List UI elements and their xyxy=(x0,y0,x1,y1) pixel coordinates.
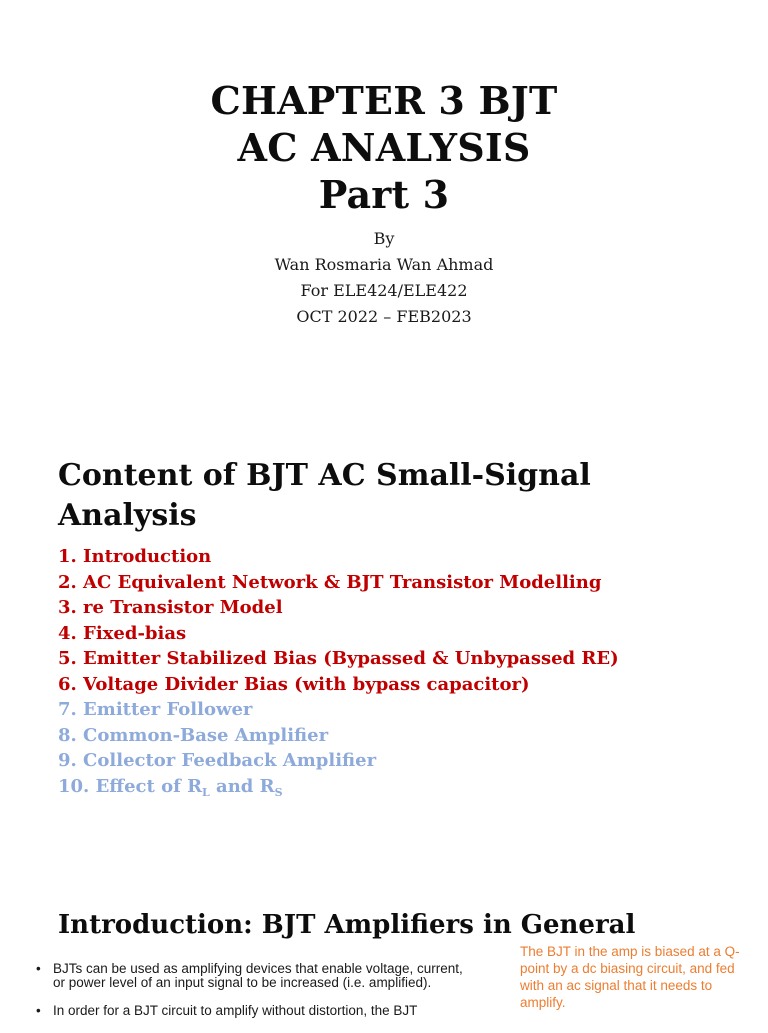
contents-list xyxy=(58,544,619,799)
title-line-3: Part 3 xyxy=(318,172,450,217)
session-dates: OCT 2022 – FEB2023 xyxy=(296,307,472,326)
bullet-item-1 xyxy=(36,962,476,989)
subscript-l: L xyxy=(202,785,210,799)
contents-item-3: 3. re Transistor Model xyxy=(58,597,283,618)
contents-item-2: 2. AC Equivalent Network & BJT Transistor Modelling xyxy=(58,571,602,593)
by-label: By xyxy=(373,229,395,248)
contents-item-9: 9. Collector Feedback Amplifier xyxy=(58,750,377,771)
contents-item-10-prefix: 10. Effect of R xyxy=(58,775,203,797)
title-line-1: CHAPTER 3 BJT xyxy=(210,78,558,123)
author-name: Wan Rosmaria Wan Ahmad xyxy=(274,255,494,274)
contents-heading-line-1: Content of BJT AC Small-Signal xyxy=(58,458,591,493)
contents-slide xyxy=(0,440,768,860)
bullet-item-2 xyxy=(36,1004,476,1018)
bullet-marker: • xyxy=(36,1003,41,1018)
title-line-2: AC ANALYSIS xyxy=(237,125,531,170)
title-slide xyxy=(0,0,768,390)
contents-item-1: 1. Introduction xyxy=(58,546,212,567)
contents-item-5: 5. Emitter Stabilized Bias (Bypassed & Unbypassed RE) xyxy=(58,648,619,669)
course-code: For ELE424/ELE422 xyxy=(300,281,468,300)
contents-heading-line-2: Analysis xyxy=(58,498,197,533)
intro-slide xyxy=(0,890,768,1024)
contents-item-10 xyxy=(58,774,619,800)
bullet-text-2: In order for a BJT circuit to amplify without distortion, the BJT xyxy=(53,1003,418,1018)
contents-item-7: 7. Emitter Follower xyxy=(58,699,253,720)
side-note: The BJT in the amp is biased at a Q-point by a dc biasing circuit, and fed with an ac signal that it needs to amplify. xyxy=(520,944,740,1010)
contents-heading xyxy=(58,456,738,536)
contents-item-8: 8. Common-Base Amplifier xyxy=(58,724,329,746)
contents-item-4: 4. Fixed-bias xyxy=(58,622,187,644)
contents-item-10-middle: and R xyxy=(209,775,275,797)
intro-heading: Introduction: BJT Amplifiers in General xyxy=(58,910,636,940)
subscript-s: S xyxy=(274,785,283,799)
contents-item-6: 6. Voltage Divider Bias (with bypass capacitor) xyxy=(58,673,530,695)
bullet-list xyxy=(36,962,476,1033)
bullet-marker: • xyxy=(36,961,41,976)
bullet-text-1: BJTs can be used as amplifying devices that enable voltage, current, or power level of an input signal to be increased (i.e. amplified). xyxy=(53,961,463,990)
